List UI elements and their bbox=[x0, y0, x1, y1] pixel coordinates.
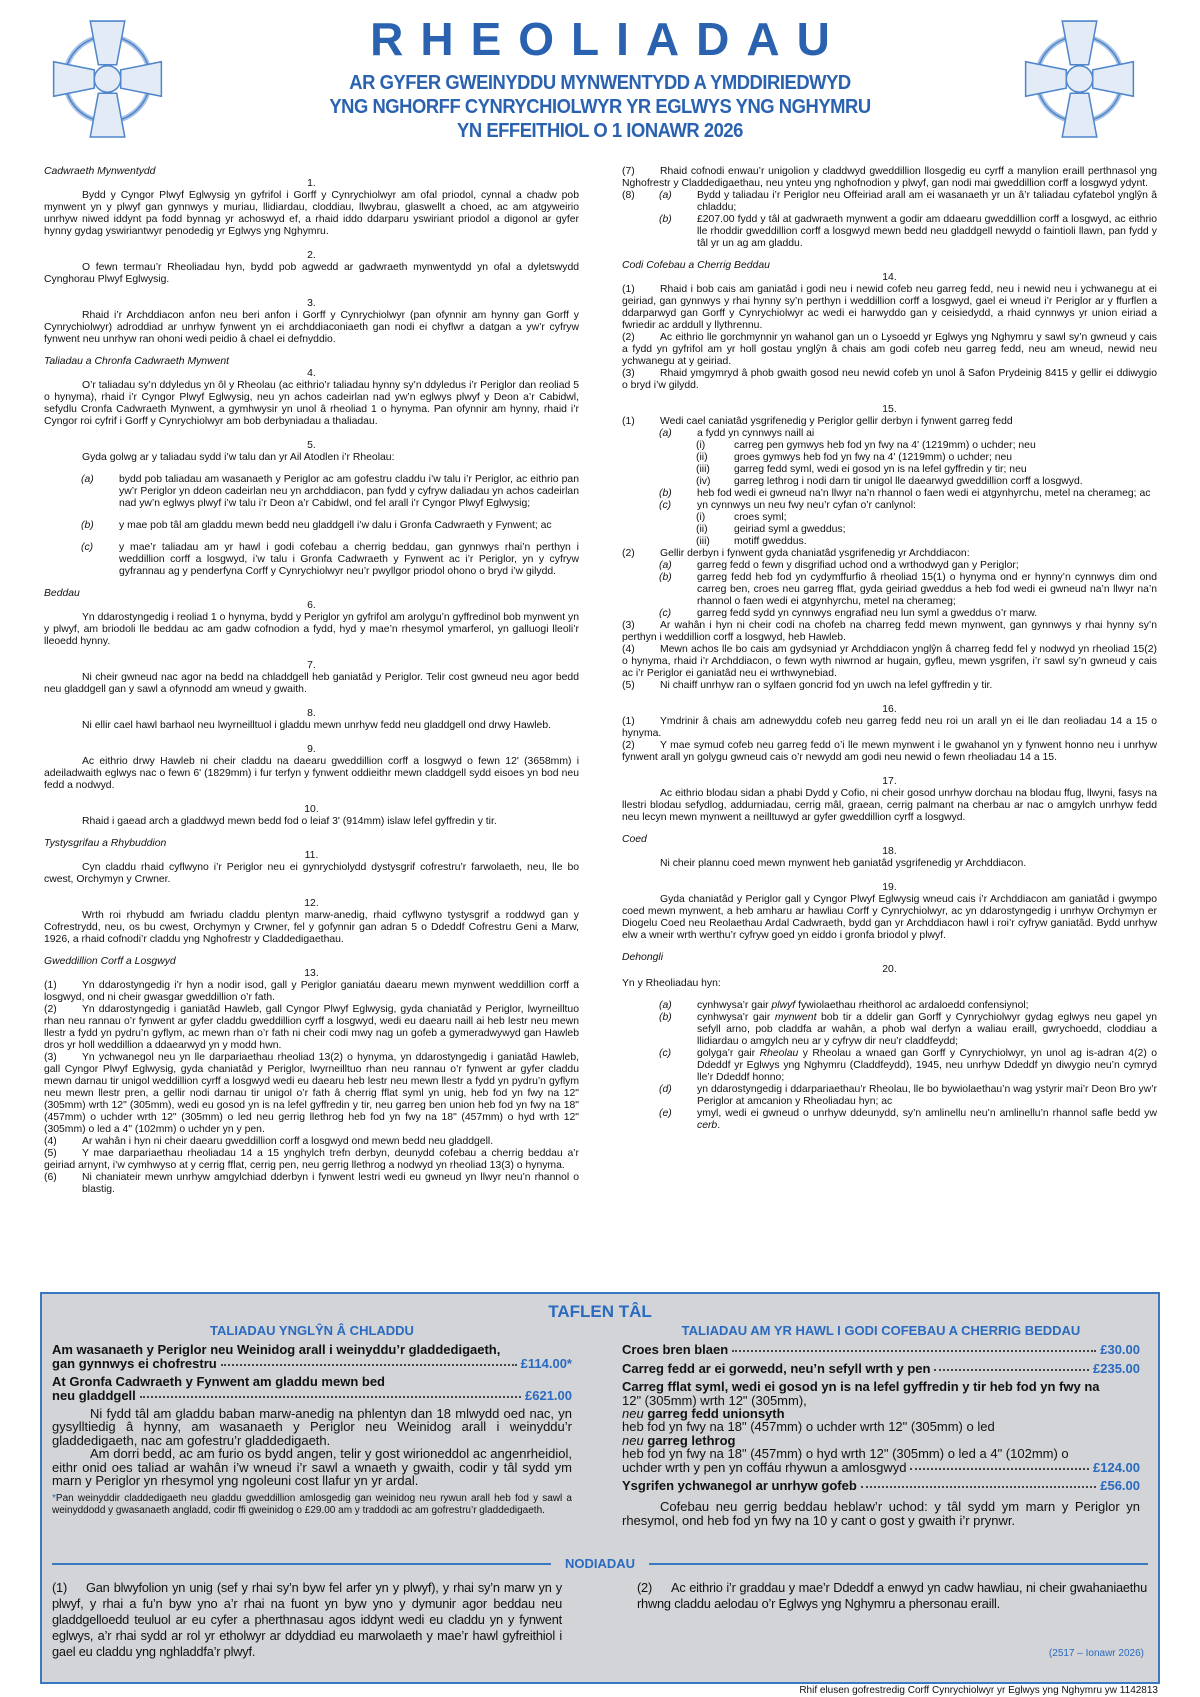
clause-label: (1) bbox=[622, 716, 635, 727]
subtitle-line: AR GYFER GWEINYDDU MYNWENTYDD A YMDDIRIEDWYD bbox=[349, 72, 851, 94]
item-label: (6) bbox=[44, 1172, 57, 1183]
item-label: (i) bbox=[696, 440, 706, 451]
item-text: motiff gweddus. bbox=[734, 536, 807, 547]
item-text: croes syml; bbox=[734, 512, 787, 523]
item-text bbox=[697, 1012, 1157, 1048]
item-text: heb fod wedi ei gwneud na’n llwyr na’n rhannol o faen wedi ei atgynhyrchu, metel na cherameg; ac bbox=[697, 488, 1151, 499]
paragraph: Gyda chaniatâd y Periglor gall y Cyngor Plwyf Eglwysig wneud cais i’r Archddiacon am ganiatâd i gwympo coed mewn mynwent, a heb amharu ar hawliau Corff y Cynrychiolwyr, ac yn ddarostyngedig i unrhyw Orchymyn er Diogelu Coed neu Reolaethau Ardal Cadwraeth, bydd gan yr Archddiacon hawl i roi’r cyfryw ganiatâd. Bydd unrhyw elw a wneir wrth werthu’r cyfryw goed yn eiddo i gronfa briodol y plwyf. bbox=[622, 894, 1157, 941]
paragraph: Ni cheir plannu coed mewn mynwent heb ganiatâd ysgrifenedig yr Archddiacon. bbox=[660, 858, 1027, 869]
divider-line bbox=[649, 1563, 1148, 1565]
paragraph: Rhaid i gaead arch a gladdwyd mewn bedd fod o leiaf 3' (914mm) islaw lefel gyffredin y tir. bbox=[82, 816, 497, 827]
dot-leader bbox=[140, 1396, 521, 1398]
list-item bbox=[44, 520, 579, 532]
fee-item bbox=[622, 1362, 1140, 1375]
item-label: (b) bbox=[659, 572, 672, 583]
fee-label: garreg lethrog bbox=[647, 1432, 736, 1448]
numbered-paragraph bbox=[44, 1004, 579, 1052]
clause-label: (5) bbox=[622, 680, 635, 691]
item-label: (a) bbox=[659, 1000, 672, 1011]
fee-item bbox=[622, 1343, 1140, 1356]
note-number: (1) bbox=[52, 1580, 68, 1595]
item-label: (i) bbox=[696, 512, 706, 523]
text-segment: cynhwysa’r gair bbox=[697, 1012, 775, 1023]
fee-item bbox=[52, 1375, 572, 1402]
paragraph: O fewn termau’r Rheoliadau hyn, bydd pob agwedd ar gadwraeth mynwentydd yn ofal a dyletswydd Cynghorau Plwyf Eglwysig. bbox=[44, 262, 579, 285]
fee-label: Ysgrifen ychwanegol ar unrhyw gofeb bbox=[622, 1478, 857, 1494]
footnote bbox=[52, 1493, 572, 1516]
burial-fees-heading: TALIADAU YNGLŶN Â CHLADDU bbox=[210, 1323, 414, 1338]
subtitle-line: YN EFFEITHIOL O 1 IONAWR 2026 bbox=[457, 120, 743, 142]
clause-text: Yn ddarostyngedig i’r hyn a nodir isod, gall y Periglor ganiatáu daearu mewn mynwent weddillion corff a losgwyd, ond ni cheir gwasgar gweddillion o’r fath. bbox=[44, 980, 579, 1003]
clause-text: Gellir derbyn i fynwent gyda chaniatâd ysgrifenedig yr Archddiacon: bbox=[660, 548, 970, 559]
clause-label: (8) bbox=[622, 190, 635, 201]
paragraph: Wrth roi rhybudd am fwriadu claddu plentyn marw-anedig, rhaid cyflwyno tystysgrif a roddwyd gan y Cofrestrydd, neu, os bu cwest, Orchymyn y Crwner, fel y gofynnir gan adran 5 o Ddeddf Cofrestru Geni a Marw, 1926, a rhaid cofnodi’r claddu yng Nghofrestr y Claddedigaethau. bbox=[44, 910, 579, 945]
item-text: Bydd y taliadau i’r Periglor neu Offeiriad arall am ei wasanaeth yr un â’r taliadau cyfatebol ynglŷn â chladdu; bbox=[697, 190, 1157, 213]
list-item bbox=[622, 1084, 1157, 1108]
fee-amount: £124.00 bbox=[1093, 1459, 1140, 1475]
subtitle-line: YNG NGHORFF CYNRYCHIOLWYR YR EGLWYS YNG NGHYMRU bbox=[329, 96, 871, 118]
list-item bbox=[622, 440, 1157, 452]
note-text: Ac eithrio i’r graddau y mae’r Ddeddf a enwyd yn cadw hawliau, ni cheir gwahaniaethu rhwng claddu aelodau o’r Eglwys yng Nghymru a phersonau eraill. bbox=[637, 1580, 1147, 1611]
fee-detail: neu bbox=[622, 1406, 644, 1422]
notes-divider bbox=[52, 1556, 1148, 1571]
numbered-paragraph bbox=[622, 332, 1157, 368]
numbered-paragraph bbox=[622, 416, 1157, 428]
divider-line bbox=[52, 1563, 551, 1565]
item-text: garreg fedd o fewn y disgrifiad uchod ond a wrthodwyd gan y Periglor; bbox=[697, 560, 1019, 571]
regulation-number: 12. bbox=[304, 898, 319, 909]
item-text: carreg pen gymwys heb fod yn fwy na 4' (1219mm) o uchder; neu bbox=[734, 440, 1036, 451]
numbered-paragraph bbox=[622, 620, 1157, 644]
item-text: yn cynnwys un neu fwy neu’r cyfan o’r canlynol: bbox=[697, 500, 916, 511]
list-item bbox=[622, 1012, 1157, 1048]
fee-amount: £235.00 bbox=[1093, 1360, 1140, 1376]
paragraph: Ac eithrio blodau sidan a phabi Dydd y Cofio, ni cheir gosod unrhyw dorchau na blodau ffug, llwyni, fasys na llestri blodau sefydlog, addurniadau, cerrig mâl, graean, cerrig palmant na cherbau ar nac o amgylch unrhyw fedd neu lecyn mewn mynwent a neilltuwyd ar gyfer gweddillion cyrff a losgwyd. bbox=[622, 788, 1157, 823]
item-label: (b) bbox=[81, 520, 94, 531]
clause-label: (2) bbox=[44, 1004, 57, 1015]
item-label: (d) bbox=[659, 1084, 672, 1095]
defined-term: mynwent bbox=[774, 1012, 817, 1023]
clause-label: (1) bbox=[622, 416, 635, 427]
memorial-note: Cofebau neu gerrig beddau heblaw’r uchod: y tâl sydd ym marn y Periglor yn rhesymol, ond heb fod yn fwy na 10 y cant o gost y gwaith i’r prynwr. bbox=[622, 1499, 1140, 1528]
item-text bbox=[697, 1108, 1157, 1132]
item-text: £207.00 fydd y tâl at gadwraeth mynwent a godir am ddaearu gweddillion corff a losgwyd, ac eithrio lle rhoddir gweddillion corff a losgwyd mewn bedd neu gladdgell newydd o faintioli llawn, pan fydd y tâl yr un ag am gladdu. bbox=[697, 214, 1157, 249]
section-heading: Cadwraeth Mynwentydd bbox=[44, 166, 156, 177]
dot-leader bbox=[861, 1486, 1096, 1488]
list-item bbox=[622, 452, 1157, 464]
item-label: (c) bbox=[659, 500, 672, 511]
memorial-fees-heading: TALIADAU AM YR HAWL I GODI COFEBAU A CHERRIG BEDDAU bbox=[681, 1323, 1081, 1338]
clause-label: (1) bbox=[44, 980, 57, 991]
section-heading: Coed bbox=[622, 834, 647, 845]
fee-schedule-title: TAFLEN TÂL bbox=[548, 1302, 652, 1321]
footnote-mark: * bbox=[52, 1493, 56, 1505]
regulation-number: 7. bbox=[307, 660, 316, 671]
list-item bbox=[622, 608, 1157, 620]
item-label: (a) bbox=[659, 190, 672, 201]
fee-detail: uchder wrth y pen yn coffáu rhywun a amlosgwyd bbox=[622, 1459, 907, 1475]
regulation-number: 14. bbox=[882, 272, 897, 283]
burial-fees bbox=[52, 1324, 572, 1516]
regulation-number: 20. bbox=[882, 964, 897, 975]
numbered-paragraph bbox=[44, 980, 579, 1004]
section-heading: Gweddillion Corff a Losgwyd bbox=[44, 956, 176, 967]
regulation-number: 17. bbox=[882, 776, 897, 787]
item-text: y mae’r taliadau am yr hawl i godi cofebau a cherrig beddau, gan gynnwys rhai’n perthyn i weddillion corff a losgwyd, i’w talu i Gronfa Cadwraeth y Fynwent ac i’r Periglor, yn y cyfryw gyfrannau ag y penderfyna Corff y Cynrychiolwyr neu’r pwyllgor priodol ohono o bryd i’w gilydd. bbox=[119, 542, 579, 577]
numbered-paragraph bbox=[44, 1148, 579, 1172]
item-label: (iv) bbox=[696, 476, 711, 487]
paragraph: Bydd y Cyngor Plwyf Eglwysig yn gyfrifol i Gorff y Cynrychiolwyr am ofal priodol, cynnal a chadw pob mynwent yn y plwyf gan gynnwys y muriau, llidiardau, cloddiau, llwybrau, glaswellt a choed, ac am atgyweirio unrhyw niwed iddynt pa fodd bynnag yr achoswyd ef, a rhaid iddo ddarparu yswiriant priodol a digonol ar gyfer hynny gydag yswiriantwyr penodedig yr Eglwys yng Nghymru. bbox=[44, 190, 579, 237]
item-text: geiriad syml a gweddus; bbox=[734, 524, 846, 535]
defined-term: Rheolau bbox=[759, 1048, 799, 1059]
fee-item bbox=[52, 1343, 572, 1370]
clause-text: Ni chaiff unrhyw ran o sylfaen goncrid fod yn uwch na lefel gyffredin y tir. bbox=[660, 680, 993, 691]
list-item bbox=[622, 524, 1157, 536]
clause-label: (4) bbox=[622, 644, 635, 655]
paragraph: Yn ddarostyngedig i reoliad 1 o hynyma, bydd y Periglor yn gyfrifol am arolygu’n gyffredinol bob mynwent yn y plwyf, am briodoli lle beddau ac am gadw cofnodion a fydd, hyd y mae’n rhesymol ymarferol, yn galluogi lleoli’r lleoedd hynny. bbox=[44, 612, 579, 647]
regulation-number: 16. bbox=[882, 704, 897, 715]
item-text: bydd pob taliadau am wasanaeth y Periglor ac am gofestru claddu i’w talu i’r Periglor, ac eithrio pan yw’r Periglor yn ddeon cadeirlan neu yn archddiacon, pan fydd y cyfryw daliadau yn achos cadeirlan nad yw’n eglwys plwyf i’w talu i’r Deon a’r Cabidwl, ond fel arall i’r Cyngor Plwyf Eglwysig; bbox=[119, 474, 579, 509]
memorial-fees bbox=[622, 1324, 1140, 1527]
numbered-paragraph bbox=[622, 644, 1157, 680]
text-segment: cynhwysa’r gair bbox=[697, 1000, 772, 1011]
list-item bbox=[622, 572, 1157, 608]
item-label: (a) bbox=[81, 474, 94, 485]
document-title: RHEOLIADAU bbox=[370, 13, 847, 65]
regulation-number: 6. bbox=[307, 600, 316, 611]
item-text: y mae pob tâl am gladdu mewn bedd neu gladdgell i’w dalu i Gronfa Cadwraeth y Fynwent; ac bbox=[119, 520, 552, 531]
footnote-text: Pan weinyddir claddedigaeth neu gladdu gweddillion amlosgedig gan weinidog neu rywun arall heb fod y sawl a weinyddodd y gwasanaeth angladd, codir ffi gweinidog o £29.00 am y traddodi ac am gofrestru’r gladdedigaeth. bbox=[52, 1493, 572, 1516]
paragraph: Yn y Rheoliadau hyn: bbox=[622, 978, 721, 989]
item-label: (c) bbox=[81, 542, 94, 553]
text-segment: bob tir a ddelir gan Gorff y Cynrychiolwyr gydag eglwys neu gapel yn sefyll arno, pob claddfa ar wahân, a phob wal derfyn a waliau eraill, gwrychoedd, cloddiau a llidiardau o amgylch neu ar y cyfryw dir neu’r claddfeydd; bbox=[697, 1012, 1157, 1047]
fee-label: Am wasanaeth y Periglor neu Weinidog arall i weinyddu’r gladdedigaeth, bbox=[52, 1342, 501, 1358]
text-segment: . bbox=[717, 1120, 721, 1131]
numbered-paragraph bbox=[44, 1052, 579, 1136]
paragraph: Ni ellir cael hawl barhaol neu lwyrneilltuol i gladdu mewn unrhyw fedd neu gladdgell ond drwy Hawleb. bbox=[82, 720, 551, 731]
item-text: groes gymwys heb fod yn fwy na 4' (1219mm) o uchder; neu bbox=[734, 452, 1013, 463]
item-label: (b) bbox=[659, 214, 672, 225]
fee-detail: heb fod yn fwy na 18" (457mm) o uchder wrth 12" (305mm) o led bbox=[622, 1419, 995, 1435]
paragraph: Gyda golwg ar y taliadau sydd i’w talu dan yr Ail Atodlen i’r Rheolau: bbox=[82, 452, 395, 463]
regulation-number: 5. bbox=[307, 440, 316, 451]
regulation-number: 9. bbox=[307, 744, 316, 755]
clause-text: Ar wahân i hyn ni cheir daearu gweddillion corff a losgwyd ond mewn bedd neu gladdgell. bbox=[82, 1136, 494, 1147]
regulation-number: 19. bbox=[882, 882, 897, 893]
fee-amount: £621.00 bbox=[525, 1387, 572, 1403]
item-text: garreg fedd syml, wedi ei gosod yn is na lefel gyffredin y tir; neu bbox=[734, 464, 1027, 475]
list-item bbox=[44, 542, 579, 578]
defined-term: cerb bbox=[697, 1120, 718, 1131]
numbered-paragraph bbox=[622, 284, 1157, 332]
regulation-number: 3. bbox=[307, 298, 316, 309]
fee-label: At Gronfa Cadwraeth y Fynwent am gladdu mewn bed bbox=[52, 1374, 385, 1390]
clause-label: (2) bbox=[622, 332, 635, 343]
item-label: (iii) bbox=[696, 464, 710, 475]
list-item bbox=[622, 1048, 1157, 1084]
clause-label: (3) bbox=[44, 1052, 57, 1063]
item-text: garreg fedd heb fod yn cydymffurfio â rheoliad 15(1) o hynyma ond er hynny’n cynnwys dim ond carreg ben, croes neu garreg fflat, gyda geiriad gweddus a heb fod wedi ei gwneud na’n llwyr na’n rhannol o faen wedi ei atgynhyrchu, metel na cherameg; bbox=[697, 572, 1157, 607]
section-heading: Dehongli bbox=[622, 952, 664, 963]
fee-detail: 12" (305mm) wrth 12" (305mm), bbox=[622, 1392, 807, 1408]
regulation-number: 13. bbox=[304, 968, 319, 979]
item-label: (a) bbox=[659, 560, 672, 571]
fee-amount: £114.00* bbox=[520, 1355, 572, 1371]
list-item bbox=[622, 560, 1157, 572]
text-segment: fywiolaethau rheithorol ac ardaloedd confensiynol; bbox=[795, 1000, 1029, 1011]
fee-label: Croes bren blaen bbox=[622, 1342, 729, 1358]
numbered-paragraph bbox=[622, 740, 1157, 764]
numbered-paragraph bbox=[622, 368, 1157, 392]
item-label: (c) bbox=[659, 1048, 672, 1059]
clause-text: Ymdrinir â chais am adnewyddu cofeb neu garreg fedd neu roi un arall yn ei lle dan reoliadau 14 a 15 o hynyma. bbox=[622, 716, 1157, 739]
paragraph: Cyn claddu rhaid cyflwyno i’r Periglor neu ei gynrychiolydd dystysgrif cofrestru’r farwolaeth, neu, lle bo cwest, Orchymyn y Crwner. bbox=[44, 862, 579, 885]
text-segment: ymyl, wedi ei gwneud o unrhyw ddeunydd, sy’n amlinellu neu’n amlinellu’n rhannol safle bedd yw bbox=[697, 1108, 1157, 1119]
dot-leader bbox=[910, 1468, 1089, 1470]
dot-leader bbox=[221, 1364, 517, 1366]
item-label: (iii) bbox=[696, 536, 710, 547]
numbered-paragraph bbox=[44, 1136, 579, 1148]
numbered-paragraph bbox=[622, 548, 1157, 560]
fee-detail: heb fod yn fwy na 18" (457mm) o hyd wrth 12" (305mm) o led a 4" (102mm) o bbox=[622, 1446, 1069, 1462]
list-item bbox=[44, 1172, 579, 1196]
list-item bbox=[622, 1108, 1157, 1132]
numbered-paragraph bbox=[622, 166, 1157, 190]
paragraph: Ac eithrio drwy Hawleb ni cheir claddu na daearu gweddillion corff a losgwyd o fewn 12' (3658mm) i adeiladwaith eglwys nac o fewn 6' (1829mm) i fur terfyn y fynwent oddieithr mewn claddgell sydd eisoes yn bod neu fedd a nodwyd. bbox=[44, 756, 579, 791]
defined-term: plwyf bbox=[771, 1000, 796, 1011]
fee-label: garreg fedd unionsyth bbox=[647, 1406, 785, 1422]
clause-label: (5) bbox=[44, 1148, 57, 1159]
dot-leader bbox=[732, 1350, 1096, 1352]
clause-text: Mewn achos lle bo cais am gydsyniad yr Archddiacon ynglŷn â charreg fedd fel y nodwyd yn rheoliad 15(2) o hynyma, rhaid i’r Archddiacon, o fewn wyth niwrnod ar hugain, gyfleu, mewn ysgrifen, i’r sawl sy’n gwneud y cais ac i’r Periglor ei ganiatâd neu ei wrthwynebiad. bbox=[622, 644, 1157, 679]
list-item bbox=[622, 1000, 1157, 1012]
regulation-number: 10. bbox=[304, 804, 319, 815]
list-item bbox=[622, 536, 1157, 548]
item-label: (b) bbox=[659, 488, 672, 499]
item-text: Ni chaniateir mewn unrhyw amgylchiad dderbyn i fynwent lestri wedi eu gwneud yn llwyr neu’n rhannol o blastig. bbox=[82, 1172, 579, 1195]
item-label: (a) bbox=[659, 428, 672, 439]
numbered-paragraph bbox=[622, 680, 1157, 692]
clause-text: Yn ddarostyngedig i ganiatâd Hawleb, gall Cyngor Plwyf Eglwysig, gyda chaniatâd y Periglor, lwyrneilltuo rhan neu rannau o’r fynwent ar gyfer claddu gweddillion cyrff a losgwyd, wedi eu daearu naill ai heb lestr neu mewn llestr a fydd yn pydru’n gyflym, ac mewn rhan o’r fath ni cheir codi mwy nag un gofeb a gymeradwywyd gan Hawleb dros yr holl weddillion a ddaearwyd yn y modd hwn. bbox=[44, 1004, 579, 1051]
clause-text: Rhaid i bob cais am ganiatâd i godi neu i newid cofeb neu garreg fedd, neu i newid neu i ychwanegu at ei geiriad, gan gynnwys y rhai hynny sy’n perthyn i weddillion corff a losgwyd, gael ei wneud i’r Periglor ar y ffurflen a ddarparwyd gan Gorff y Cynrychiolwyr ac wedi ei harwyddo gan y ceisiedydd, a rhaid cynnwys yr union eiriad a fwriedir ac arddull y llythrennu. bbox=[622, 284, 1157, 331]
list-item bbox=[622, 214, 1157, 250]
clause-text: Y mae darpariaethau rheoliadau 14 a 15 ynghylch trefn derbyn, deunydd cofebau a cherrig beddau a’r geiriad arnynt, i’w cymhwyso at y cerrig fflat, cerrig pen, neu gerrig llethrog a nodwyd yn rheoliad 13(3) o hynyma. bbox=[44, 1148, 579, 1171]
item-label: (ii) bbox=[696, 524, 708, 535]
list-item bbox=[622, 476, 1157, 488]
list-item bbox=[622, 488, 1157, 500]
fee-amount: £30.00 bbox=[1100, 1342, 1140, 1358]
regulations-left-column bbox=[44, 166, 579, 1196]
clause-text: Rhaid cofnodi enwau’r unigolion y claddwyd gweddillion llosgedig eu cyrff a manylion eraill perthnasol yng Nghofrestr y Claddedigaethau, neu ynteu yng nghofnodion y plwyf, gan nodi mai gweddillion corff a losgwyd ydynt. bbox=[622, 166, 1157, 189]
section-heading: Beddau bbox=[44, 588, 80, 599]
fee-label: gan gynnwys ei chofrestru bbox=[52, 1355, 217, 1371]
regulation-number: 1. bbox=[307, 178, 316, 189]
regulation-number: 8. bbox=[307, 708, 316, 719]
section-heading: Tystysgrifau a Rhybuddion bbox=[44, 838, 167, 849]
clause-label: (3) bbox=[622, 620, 635, 631]
regulations-right-column bbox=[622, 166, 1157, 1132]
item-label: (c) bbox=[659, 608, 672, 619]
note bbox=[637, 1580, 1147, 1612]
text-segment: golyga’r gair bbox=[697, 1048, 760, 1059]
clause-text: Ar wahân i hyn ni cheir codi na chofeb na charreg fedd mewn mynwent, gan gynnwys y rhai hynny sy’n perthyn i weddillion corff a losgwyd, heb Hawleb. bbox=[622, 620, 1157, 643]
regulation-number: 4. bbox=[307, 368, 316, 379]
clause-label: (3) bbox=[622, 368, 635, 379]
item-text: garreg fedd sydd yn cynnwys engrafiad neu lun syml a gweddus o’r marw. bbox=[697, 608, 1038, 619]
paragraph: Ni cheir gwneud nac agor na bedd na chladdgell heb ganiatâd y Periglor. Telir cost gwneud neu agor bedd neu gladdgell gan y sawl a ofynnodd am wneud y gwaith. bbox=[44, 672, 579, 695]
note bbox=[52, 1580, 562, 1660]
fee-amount: £56.00 bbox=[1100, 1478, 1140, 1494]
clause-text: Rhaid ymgymryd â phob gwaith gosod neu newid cofeb yn unol â Safon Prydeinig 8415 y gellir ei ddiwygio o bryd i’w gilydd. bbox=[622, 368, 1157, 391]
list-item bbox=[622, 464, 1157, 476]
clause-text: Wedi cael caniatâd ysgrifenedig y Periglor gellir derbyn i fynwent garreg fedd bbox=[660, 416, 1013, 427]
clause-text: Ac eithrio lle gorchmynnir yn wahanol gan un o Lysoedd yr Eglwys yng Nghymru y sawl sy’n gwneud y cais a fydd yn gyfrifol am yr holl gostau ynglŷn â chais am godi cofeb neu garreg fedd, neu am wneud, newid neu ychwanegu at y geiriad. bbox=[622, 332, 1157, 367]
burial-note: Am dorri bedd, ac am furio os bydd angen, telir y gost wirioneddol ac angenrheidiol, eithr onid oes taliad ar wahân i’w wneud i’r sawl a wnaeth y gwaith, codir y tâl sydd ym marn y Periglor yn rhesymol yng ngoleuni cost llafur yn yr ardal. bbox=[52, 1446, 572, 1489]
list-item bbox=[622, 190, 1157, 214]
clause-label: (7) bbox=[622, 166, 635, 177]
clause-label: (2) bbox=[622, 740, 635, 751]
numbered-paragraph bbox=[622, 716, 1157, 740]
fee-label: Carreg fedd ar ei gorwedd, neu’n sefyll wrth y pen bbox=[622, 1360, 931, 1376]
notes-heading: NODIADAU bbox=[564, 1556, 636, 1571]
item-text bbox=[697, 1000, 1157, 1012]
regulation-number: 11. bbox=[304, 850, 319, 861]
clause-label: (1) bbox=[622, 284, 635, 295]
fee-item bbox=[622, 1479, 1140, 1492]
document-code: (2517 – Ionawr 2026) bbox=[1048, 1648, 1144, 1659]
clause-text: Yn ychwanegol neu yn lle darpariaethau rheoliad 13(2) o hynyma, yn ddarostyngedig i ganiatâd Hawleb, gall Cyngor Plwyf Eglwysig, gyda chaniatâd y Periglor, lwyrneilltuo rhan neu rannau o’r fynwent ar gyfer claddu mewn darnau tir unigol weddillion cyrff a losgwyd wedi eu daearu heb lestr neu mewn llestr a fydd yn pydru’n gyflym neu mewn llestr pren, a gellir nodi darnau tir unigol o’r fath â cherrig fflat syml yn unig, heb fod yn fwy na 12" (305mm) wrth 12" (305mm), wedi eu gosod yn is na lefel gyffredin y tir, neu garreg ben union heb fod yn fwy na 18" (457mm) o uchder wrth 12" (305mm) o led neu gerrig llethrog heb fod yn fwy na 18" (457mm) o hyd wrth 12" (305mm) o led a 4" (102mm) o uchder yn y pen. bbox=[44, 1052, 579, 1135]
fee-schedule-box bbox=[40, 1292, 1160, 1684]
list-item bbox=[44, 474, 579, 510]
fee-label: neu gladdgell bbox=[52, 1387, 136, 1403]
regulation-number: 15. bbox=[882, 404, 897, 415]
item-label: (b) bbox=[659, 1012, 672, 1023]
item-label: (e) bbox=[659, 1108, 672, 1119]
burial-note: Ni fydd tâl am gladdu baban marw-anedig na phlentyn dan 18 mlwydd oed nac, yn gysylltiedig â hynny, am wasanaeth y Periglor neu Weinidog arall i weinyddu’r gladdedigaeth, nac am gofestru’r gladdedigaeth. bbox=[52, 1406, 572, 1448]
note-text: Gan blwyfolion yn unig (sef y rhai sy’n byw fel arfer yn y plwyf), y rhai sy’n marw yn y plwyf, y rhai a fu’n byw yno a’r rhai na fuont yn byw yno y dymunir agor beddau neu gladdgelloedd teuluol ar eu cyfer a pherthnasau agos iddynt wedi eu claddu yn y fynwent eglwys, a’r rhai sydd ar rol yr etholwyr ar ddyddiad eu marwolaeth y mae’r hawl gyfreithiol i gael eu claddu yng nghladdfa’r plwyf. bbox=[52, 1580, 562, 1659]
fee-label: Carreg fflat syml, wedi ei gosod yn is na lefel gyffredin y tir heb fod yn fwy na bbox=[622, 1379, 1100, 1395]
text-segment: y Rheolau a wnaed gan Gorff y Cynrychiolwyr, yn unol ag is-adran 4(2) o Ddeddf yr Eglwys yng Nghymru (Claddfeydd), 1945, neu unrhyw Ddeddf yn diwygio neu’n cymryd lle’r Ddeddf honno; bbox=[697, 1048, 1157, 1083]
list-item bbox=[622, 512, 1157, 524]
clause-text: Y mae symud cofeb neu garreg fedd o’i lle mewn mynwent i le gwahanol yn y fynwent honno neu i unrhyw fynwent arall yn golygu gwneud cais o’r newydd am godi neu newid o fewn rheoliadau 14 a 15. bbox=[622, 740, 1157, 763]
clause-label: (4) bbox=[44, 1136, 57, 1147]
item-text bbox=[697, 1048, 1157, 1084]
dot-leader bbox=[934, 1369, 1089, 1371]
note-number: (2) bbox=[637, 1580, 653, 1595]
item-text: a fydd yn cynnwys naill ai bbox=[697, 428, 815, 439]
paragraph: O’r taliadau sy’n ddyledus yn ôl y Rheolau (ac eithrio’r taliadau hynny sy’n ddyledus i’r Periglor dan reoliad 5 o hynyma), rhaid i’r Cyngor Plwyf Eglwysig, neu yn achos cadeirlan nad yw’n eglwys plwyf y Deon a’r Cabidwl, sefydlu Cronfa Cadwraeth Mynwent, a gymhwysir yn unol â rheoliad 1 o hynyma. Pan ofynnir am hynny, rhaid i’r Cyngor roi cyfrif i Gorff y Cynrychiolwyr am bob derbyniadau a thaliadau. bbox=[44, 380, 579, 427]
regulation-number: 2. bbox=[307, 250, 316, 261]
regulation-number: 18. bbox=[882, 846, 897, 857]
item-text: garreg lethrog i nodi darn tir unigol lle daearwyd gweddillion corff a losgwyd. bbox=[734, 476, 1083, 487]
paragraph: Rhaid i’r Archddiacon anfon neu beri anfon i Gorff y Cynrychiolwyr (pan ofynnir am hynny gan Gorff y Cynrychiolwyr) adroddiad ar unrhyw fynwent yn ei archddiaconiaeth gan nodi ei chyflwr a datgan a yw’r cyfryw fynwent neu unrhyw ran ohoni wedi peidio â chael ei defnyddio. bbox=[44, 310, 579, 345]
section-heading: Codi Cofebau a Cherrig Beddau bbox=[622, 260, 770, 271]
item-label: (ii) bbox=[696, 452, 708, 463]
charity-number-footer: Rhif elusen gofrestredig Corff Cynrychiolwyr yr Eglwys yng Nghymru yw 1142813 bbox=[799, 1685, 1158, 1696]
fee-item bbox=[622, 1380, 1140, 1474]
list-item bbox=[622, 500, 1157, 512]
item-text: yn ddarostyngedig i ddarpariaethau’r Rheolau, lle bo bywiolaethau’n wag ystyrir mai’r Deon Bro yw’r Periglor at amcanion y Rheoliadau hyn; ac bbox=[697, 1084, 1157, 1107]
clause-label: (2) bbox=[622, 548, 635, 559]
fee-detail: neu bbox=[622, 1432, 644, 1448]
list-item bbox=[622, 428, 1157, 440]
section-heading: Taliadau a Chronfa Cadwraeth Mynwent bbox=[44, 356, 230, 367]
